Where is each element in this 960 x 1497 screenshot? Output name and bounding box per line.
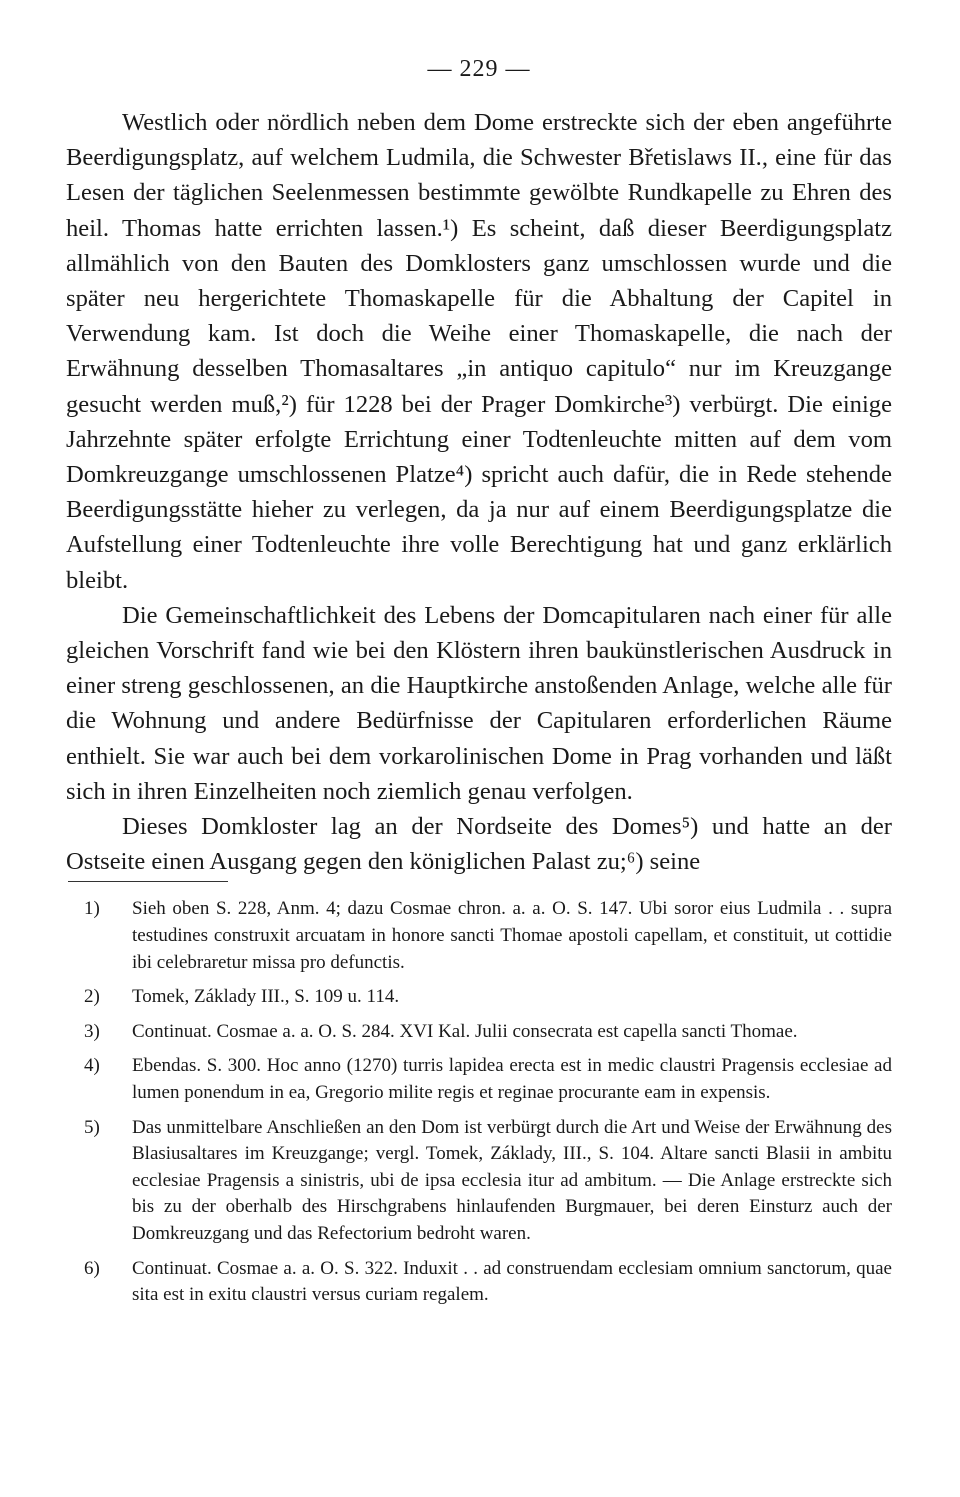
footnote-number: 6) [84,1257,100,1279]
footnote-4 [66,1053,892,1106]
footnote-6 [66,1256,892,1309]
paragraph-2: Die Gemeinschaftlichkeit des Lebens der Domcapitularen nach einer für alle gleichen Vorschrift fand wie bei den Klöstern ihren baukünstlerischen Ausdruck in einer streng geschlossenen, an die Hauptkirche anstoßenden Anlage, welche alle für die Wohnung und andere Bedürfnisse der Capitularen erforderlichen Räume enthielt. Sie war auch bei dem vorkarolinischen Dome in Prag vorhanden und läßt sich in ihren Einzelheiten noch ziemlich genau verfolgen. [66,601,892,805]
footnotes [66,896,892,1308]
footnote-separator [68,881,228,882]
footnote-text: Continuat. Cosmae a. a. O. S. 322. Induxit . . ad construendam ecclesiam omnium sanctorum, quae sita est in exitu claustri versus curiam regalem. [132,1257,892,1306]
footnote-text: Tomek, Základy III., S. 109 u. 114. [132,986,400,1008]
footnote-2 [66,984,892,1011]
footnote-3 [66,1019,892,1046]
footnote-5 [66,1115,892,1248]
paragraph-3: Dieses Domkloster lag an der Nordseite des Domes⁵) und hatte an der Ostseite einen Ausgang gegen den königlichen Palast zu;⁶) seine [66,813,892,876]
footnote-text: Ebendas. S. 300. Hoc anno (1270) turris lapidea erecta est in medic claustri Pragensis ecclesiae ad lumen ponendum in ea, Gregorio milite regis et reginae procurante eam in expensis. [132,1055,892,1104]
footnote-number: 1) [84,898,100,920]
footnote-text: Das unmittelbare Anschließen an den Dom ist verbürgt durch die Art und Weise der Erwähnung des Blasiusaltares im Kreuzgange; vergl. Tomek, Základy, III., S. 104. Altare sancti Blasii in ambitu ecclesiae Pragensis a sinistris, ubi de ipsa ecclesia itur ad ambitum. — Die Anlage erstreckte sich bis zu der oberhalb des Hirschgrabens hinlaufenden Burgmauer, bei deren Einsturz auch der Domkreuzgang und das Refectorium bedroht waren. [132,1116,892,1244]
footnote-number: 3) [84,1020,100,1042]
footnote-text: Continuat. Cosmae a. a. O. S. 284. XVI Kal. Julii consecrata est capella sancti Thomae. [132,1020,798,1042]
paragraph-1: Westlich oder nördlich neben dem Dome erstreckte sich der eben angeführte Beerdigungsplatz, auf welchem Ludmila, die Schwester Břetislaws II., eine für das Lesen der täglichen Seelenmessen bestimmte gewölbte Rundkapelle zu Ehren des heil. Thomas hatte errichten lassen.¹) Es scheint, daß dieser Beerdigungsplatz allmählich von den Bauten des Domklosters ganz umschlossen wurde und die später neu hergerichtete Thomaskapelle für die Abhaltung der Capitel in Verwendung kam. Ist doch die Weihe einer Thomaskapelle, die nach der Erwähnung desselben Thomasaltares „in antiquo capitulo“ nur im Kreuzgange gesucht werden muß,²) für 1228 bei der Prager Domkirche³) verbürgt. Die einige Jahrzehnte später erfolgte Errichtung einer Todtenleuchte mitten auf dem vom Domkreuzgange umschlossenen Platze⁴) spricht auch dafür, die in Rede stehende Beerdigungsstätte hieher zu verlegen, da ja nur auf einem Beerdigungsplatze die Aufstellung einer Todtenleuchte ihre volle Berechtigung hat und ganz erklärlich bleibt. [66,109,892,594]
footnote-text: Sieh oben S. 228, Anm. 4; dazu Cosmae chron. a. a. O. S. 147. Ubi soror eius Ludmila . . supra testudines construxit arcuatam in honore sancti Thomae apostoli capellam, et constituit, ut cottidie ibi celebraretur missa pro defunctis. [132,898,892,973]
document-page [66,56,892,1317]
page-number: — 229 — [427,56,531,82]
footnote-number: 2) [84,986,100,1008]
footnote-number: 4) [84,1055,100,1077]
footnote-1 [66,896,892,976]
main-text [66,105,892,879]
footnote-number: 5) [84,1116,100,1138]
